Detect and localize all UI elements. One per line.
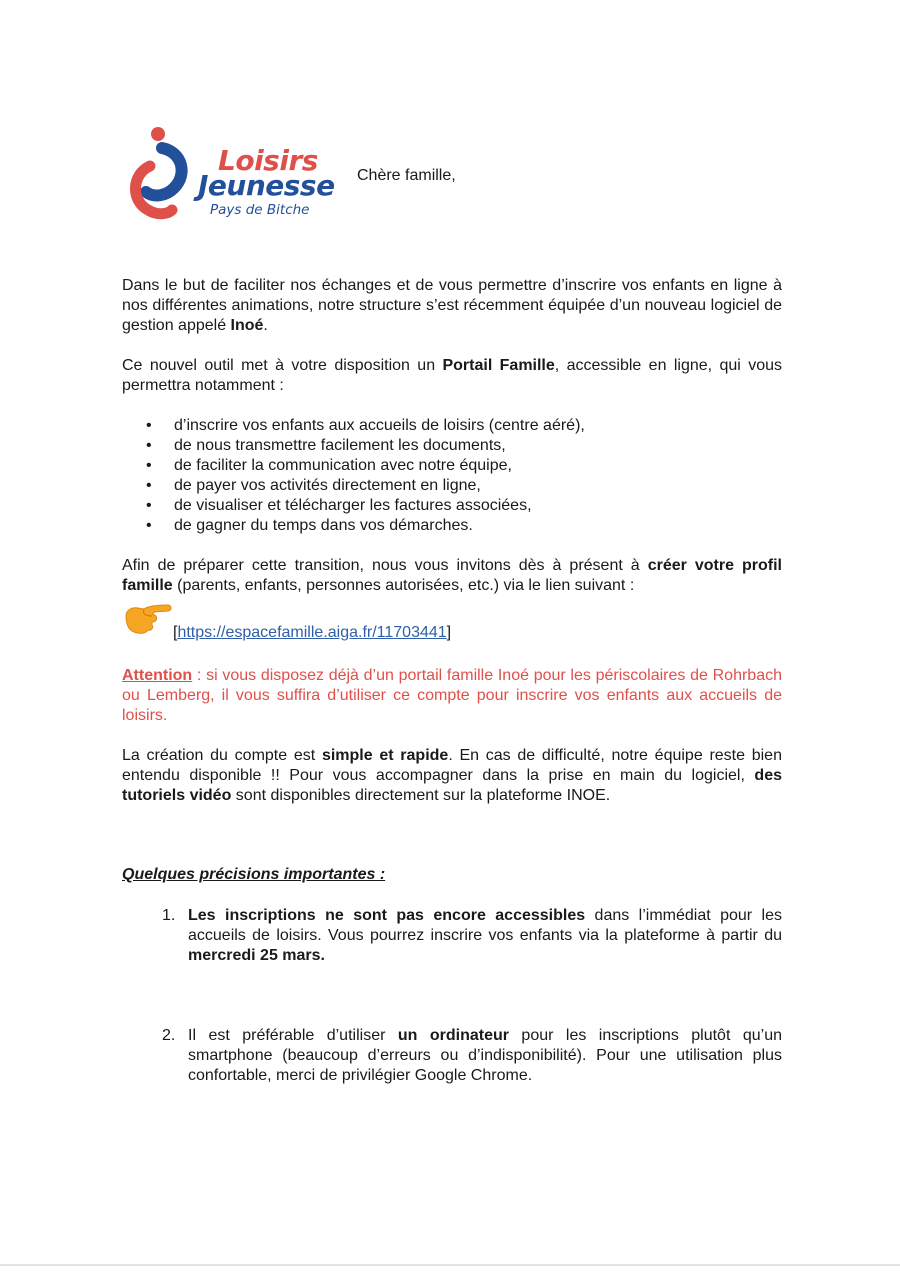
list-item: 1. Les inscriptions ne sont pas encore accessibles dans l’immédiat pour les accueils de loisirs. Vous pourrez inscrire vos enfants via la plateforme à partir du mercredi 25 mars.	[162, 907, 782, 964]
profil-paragraph: Afin de préparer cette transition, nous vous invitons dès à présent à créer votre profil famille (parents, enfants, personnes autorisées, etc.) via le lien suivant :	[122, 557, 783, 594]
list-item: • de payer vos activités directement en ligne,	[122, 476, 782, 496]
list-item: • d’inscrire vos enfants aux accueils de loisirs (centre aéré),	[122, 416, 782, 436]
greeting: Chère famille,	[357, 167, 456, 184]
logo-title-jeunesse: Jeunesse	[198, 169, 335, 202]
signup-link-line: [https://espacefamille.aiga.fr/11703441]	[173, 624, 452, 641]
list-item: • de faciliter la communication avec notre équipe,	[122, 456, 782, 476]
creation-paragraph: La création du compte est simple et rapide. En cas de difficulté, notre équipe reste bien entendu disponible !! Pour vous accompagner dans la prise en main du logiciel, des tutoriels vidéo sont disponibles directement sur la plateforme INOE.	[122, 747, 782, 804]
loisirs-jeunesse-logo	[128, 122, 348, 226]
logo-subtitle: Pays de Bitche	[210, 202, 310, 218]
numbered-list-2	[122, 1026, 782, 1086]
page-bottom-edge	[0, 1264, 900, 1266]
pointing-hand-icon	[122, 600, 172, 636]
logo-title-loisirs: Loisirs	[218, 144, 318, 177]
intro-paragraph: Dans le but de faciliter nos échanges et de vous permettre d’inscrire vos enfants en ligne à nos différentes animations, notre structure s’est récemment équipée d’un nouveau logiciel de gestion appelé Inoé.	[122, 277, 782, 334]
list-item: • de nous transmettre facilement les documents,	[122, 436, 782, 456]
espace-famille-link[interactable]: https://espacefamille.aiga.fr/11703441	[177, 624, 447, 641]
attention-paragraph: Attention : si vous disposez déjà d’un portail famille Inoé pour les périscolaires de Rohrbach ou Lemberg, il vous suffira d’utiliser ce compte pour inscrire vos enfants aux accueils de loisirs.	[122, 667, 782, 724]
logo-mark-icon	[128, 122, 208, 226]
portail-paragraph: Ce nouvel outil met à votre disposition un Portail Famille, accessible en ligne, qui vous permettra notamment :	[122, 357, 782, 394]
list-item: • de visualiser et télécharger les factures associées,	[122, 496, 782, 516]
section-title: Quelques précisions importantes :	[122, 866, 386, 883]
list-item: 2. Il est préférable d’utiliser un ordinateur pour les inscriptions plutôt qu’un smartphone (beaucoup d’erreurs ou d’indisponibilité). Pour une utilisation plus confortable, merci de privilégier Google Chrome.	[162, 1027, 782, 1084]
list-item: • de gagner du temps dans vos démarches.	[122, 516, 782, 536]
features-list	[122, 416, 782, 536]
attention-label: Attention	[122, 667, 193, 684]
numbered-list-1	[122, 906, 782, 966]
